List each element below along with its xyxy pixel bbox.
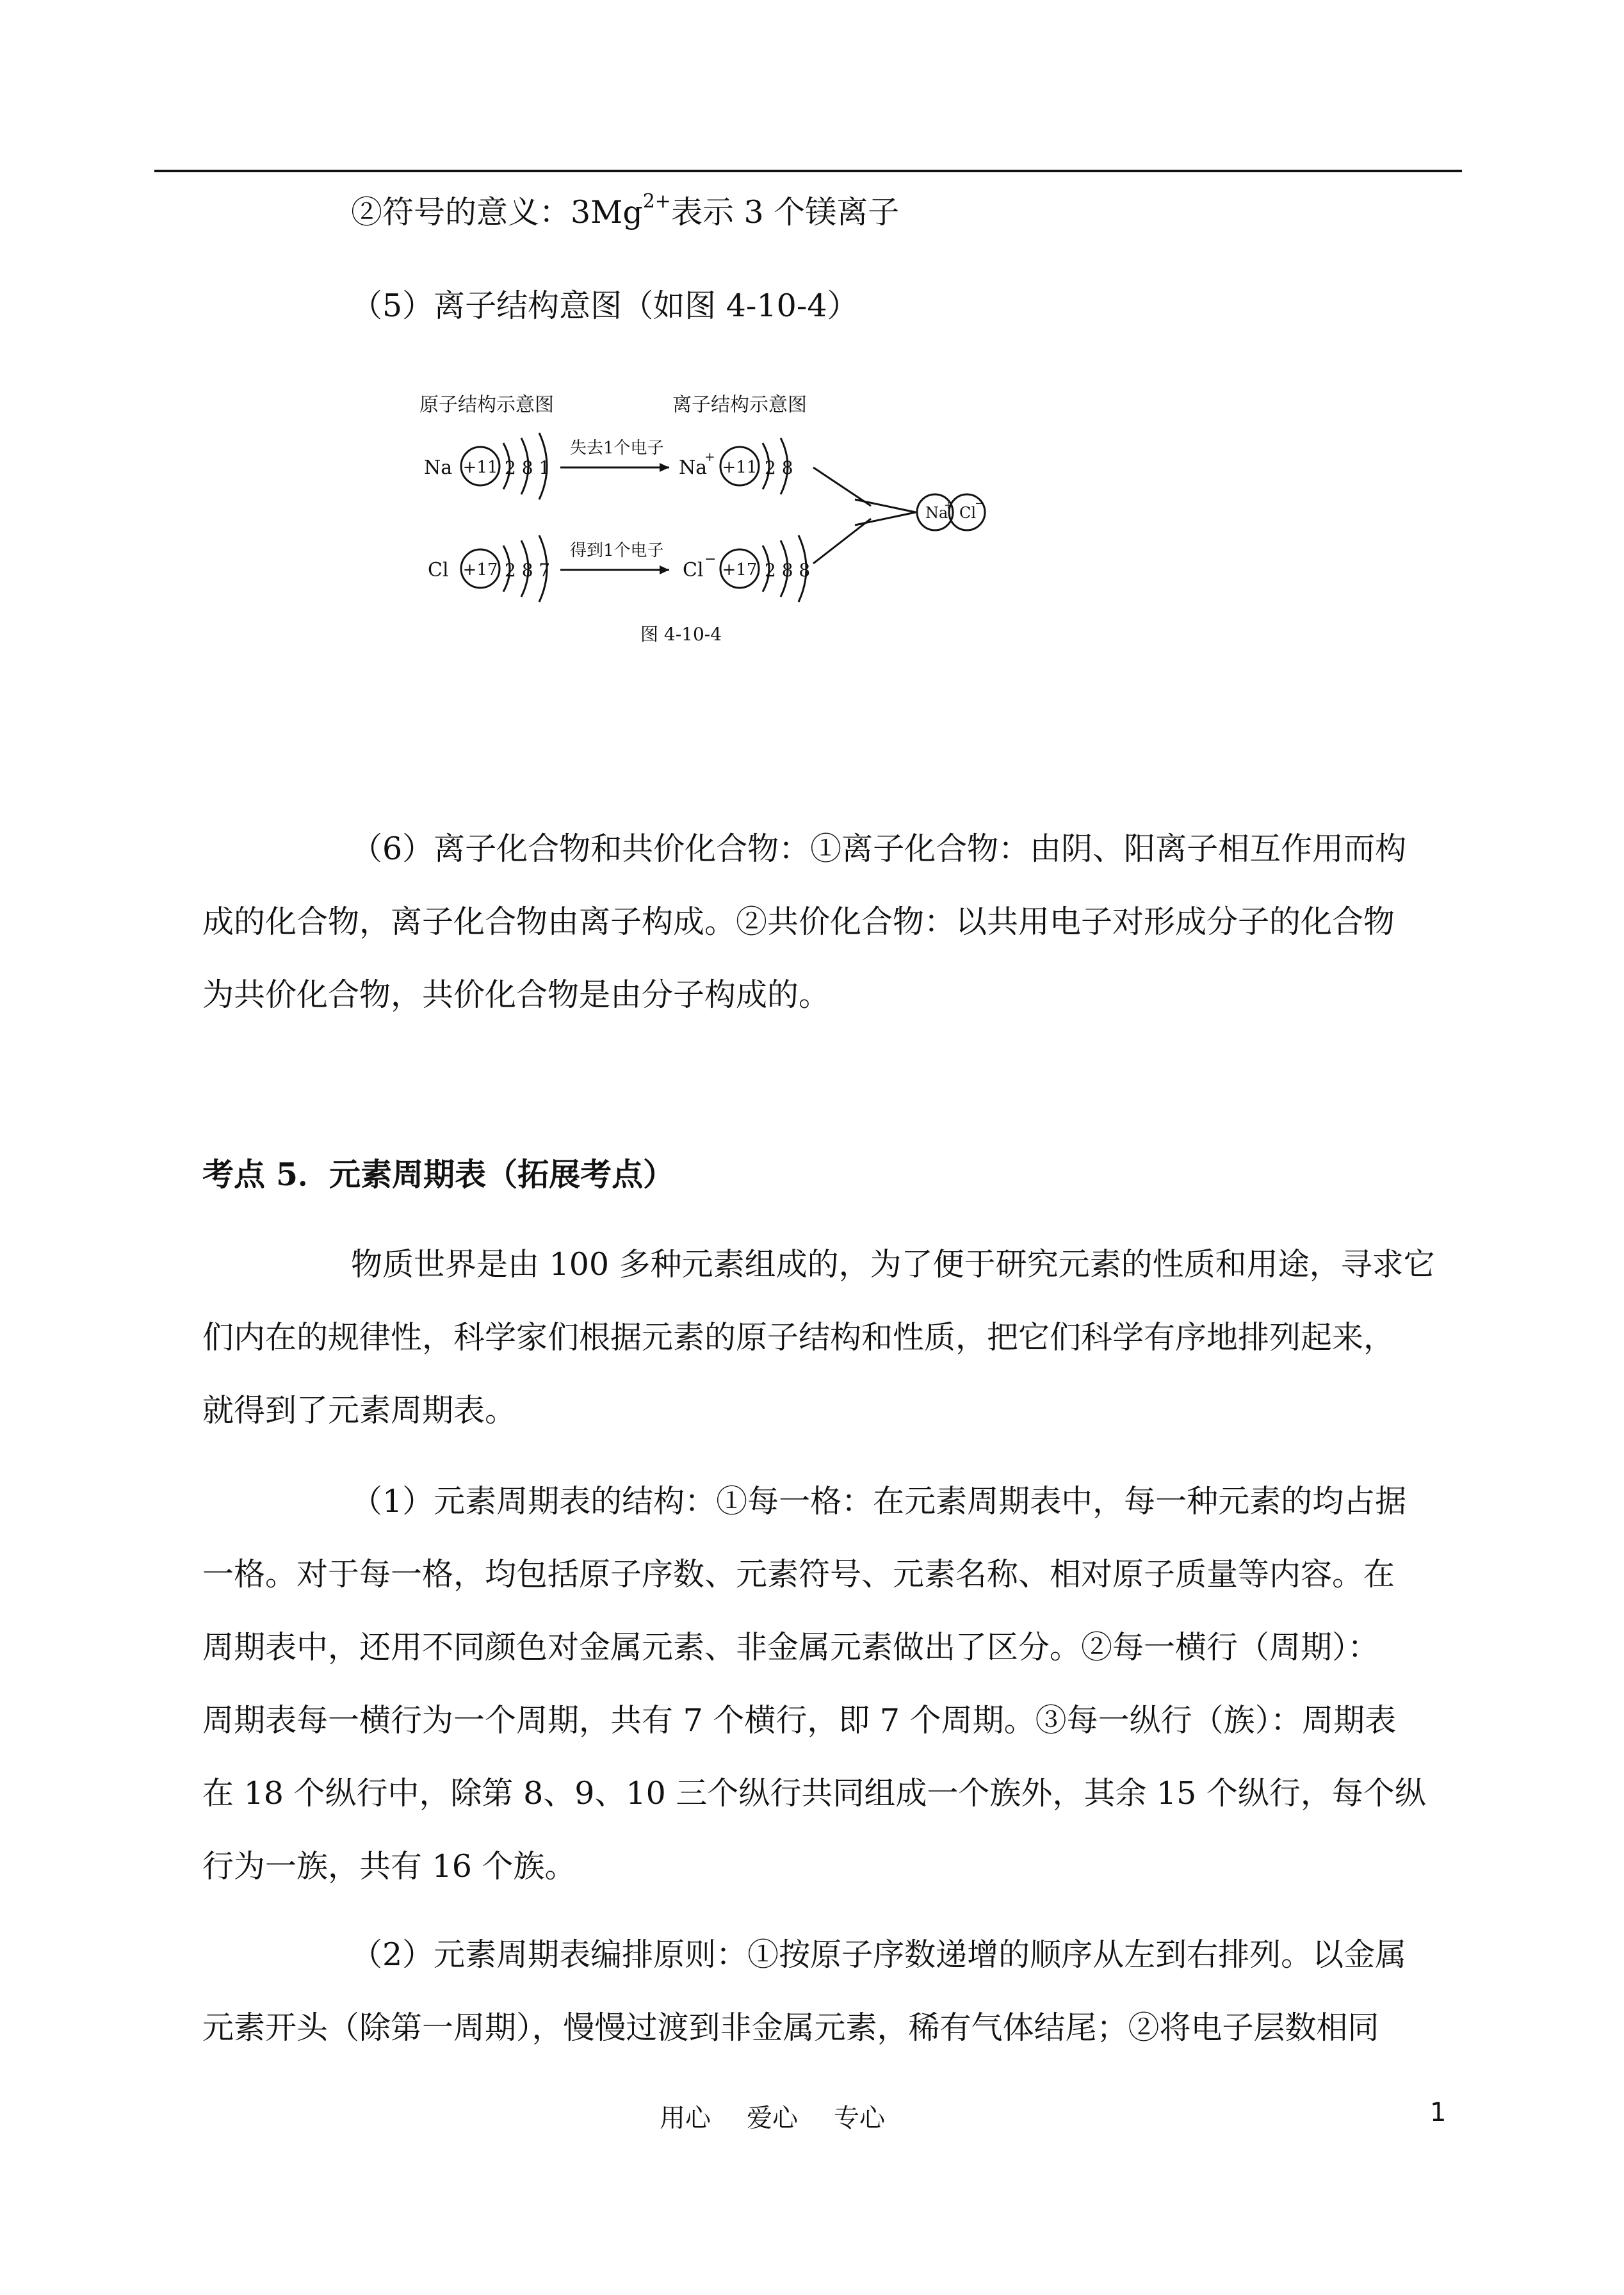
cl-ion-shell-numbers: 2 8 8 [765, 560, 811, 581]
na-arrow-label: 失去1个电子 [570, 439, 664, 458]
na-ion-charge: + [704, 449, 715, 464]
combine-arrowhead [855, 499, 916, 525]
structure-line-2: 一格。对于每一格，均包括原子序数、元素符号、元素名称、相对原子质量等内容。在 [202, 1556, 1395, 1593]
section-heading-kaodian-5: 考点 5．元素周期表（拓展考点） [202, 1156, 675, 1193]
paragraph-6-line-2: 成的化合物，离子化合物由离子构成。②共价化合物：以共用电子对形成分子的化合物 [202, 904, 1395, 940]
cl-arrow-label: 得到1个电子 [570, 541, 664, 560]
cl-ion-nucleus-label: +17 [722, 560, 758, 580]
na-symbol: Na [424, 457, 453, 479]
atom-diagram-title: 原子结构示意图 [419, 394, 554, 416]
principle-line-2: 元素开头（除第一周期），慢慢过渡到非金属元素，稀有气体结尾；②将电子层数相同 [202, 2009, 1379, 2046]
structure-line-4: 周期表每一横行为一个周期，共有 7 个横行，即 7 个周期。③每一纵行（族）：周期表 [202, 1702, 1397, 1739]
paragraph-6-line-1: （6）离子化合物和共价化合物：①离子化合物：由阴、阳离子相互作用而构 [351, 831, 1407, 867]
intro-line-3: 就得到了元素周期表。 [202, 1392, 517, 1429]
na-nucleus-label: +11 [462, 458, 498, 477]
figure-caption: 图 4-10-4 [640, 624, 722, 645]
product-cl-ion-charge: − [975, 497, 985, 510]
structure-line-1: （1）元素周期表的结构：①每一格：在元素周期表中，每一种元素的均占据 [351, 1483, 1407, 1520]
cl-ion-symbol: Cl [683, 559, 704, 581]
footer-slogan-2: 爱心 [747, 2104, 798, 2133]
principle-line-1: （2）元素周期表编排原则：①按原子序数递增的顺序从左到右排列。以金属 [351, 1936, 1407, 1973]
ion-structure-figure [384, 371, 1057, 660]
section-5-title: （5）离子结构意图（如图 4-10-4） [351, 288, 859, 324]
footer-slogan-1: 用心 [660, 2104, 711, 2133]
cl-atom-shell-numbers: 2 8 7 [505, 560, 551, 581]
cl-nucleus-label: +17 [462, 560, 498, 580]
cl-ion-charge: − [704, 551, 717, 567]
footer-slogan [660, 2098, 921, 2134]
cl-arrowhead [660, 565, 669, 574]
structure-line-6: 行为一族，共有 16 个族。 [202, 1848, 576, 1885]
intro-line-1: 物质世界是由 100 多种元素组成的，为了便于研究元素的性质和用途，寻求它 [351, 1246, 1435, 1283]
symbol-meaning-line: ②符号的意义：$3Mg^{2+}$表示 3 个镁离子 [351, 190, 900, 231]
product-cl-ion-label: Cl [959, 504, 977, 522]
na-ion-symbol: Na [679, 457, 708, 479]
header-rule [154, 170, 1462, 172]
ion-diagram-title: 离子结构示意图 [672, 394, 807, 416]
product-na-ion-label: Na [925, 504, 948, 522]
intro-line-2: 们内在的规律性，科学家们根据元素的原子结构和性质，把它们科学有序地排列起来， [202, 1319, 1395, 1356]
combine-lines [813, 467, 871, 564]
na-atom-shell-numbers: 2 8 1 [505, 457, 551, 478]
page-number: 1 [1430, 2098, 1447, 2127]
na-arrowhead [660, 463, 669, 472]
product-na-ion-charge: + [944, 499, 953, 511]
cl-symbol: Cl [428, 559, 449, 581]
na-ion-nucleus-label: +11 [722, 458, 758, 477]
paragraph-6-line-3: 为共价化合物，共价化合物是由分子构成的。 [202, 977, 831, 1013]
na-ion-shell-numbers: 2 8 [765, 457, 793, 478]
structure-line-5: 在 18 个纵行中，除第 8、9、10 三个纵行共同组成一个族外，其余 15 个纵行，每个纵 [202, 1775, 1426, 1812]
structure-line-3: 周期表中，还用不同颜色对金属元素、非金属元素做出了区分。②每一横行（周期）： [202, 1629, 1379, 1666]
footer-slogan-3: 专心 [834, 2104, 885, 2133]
